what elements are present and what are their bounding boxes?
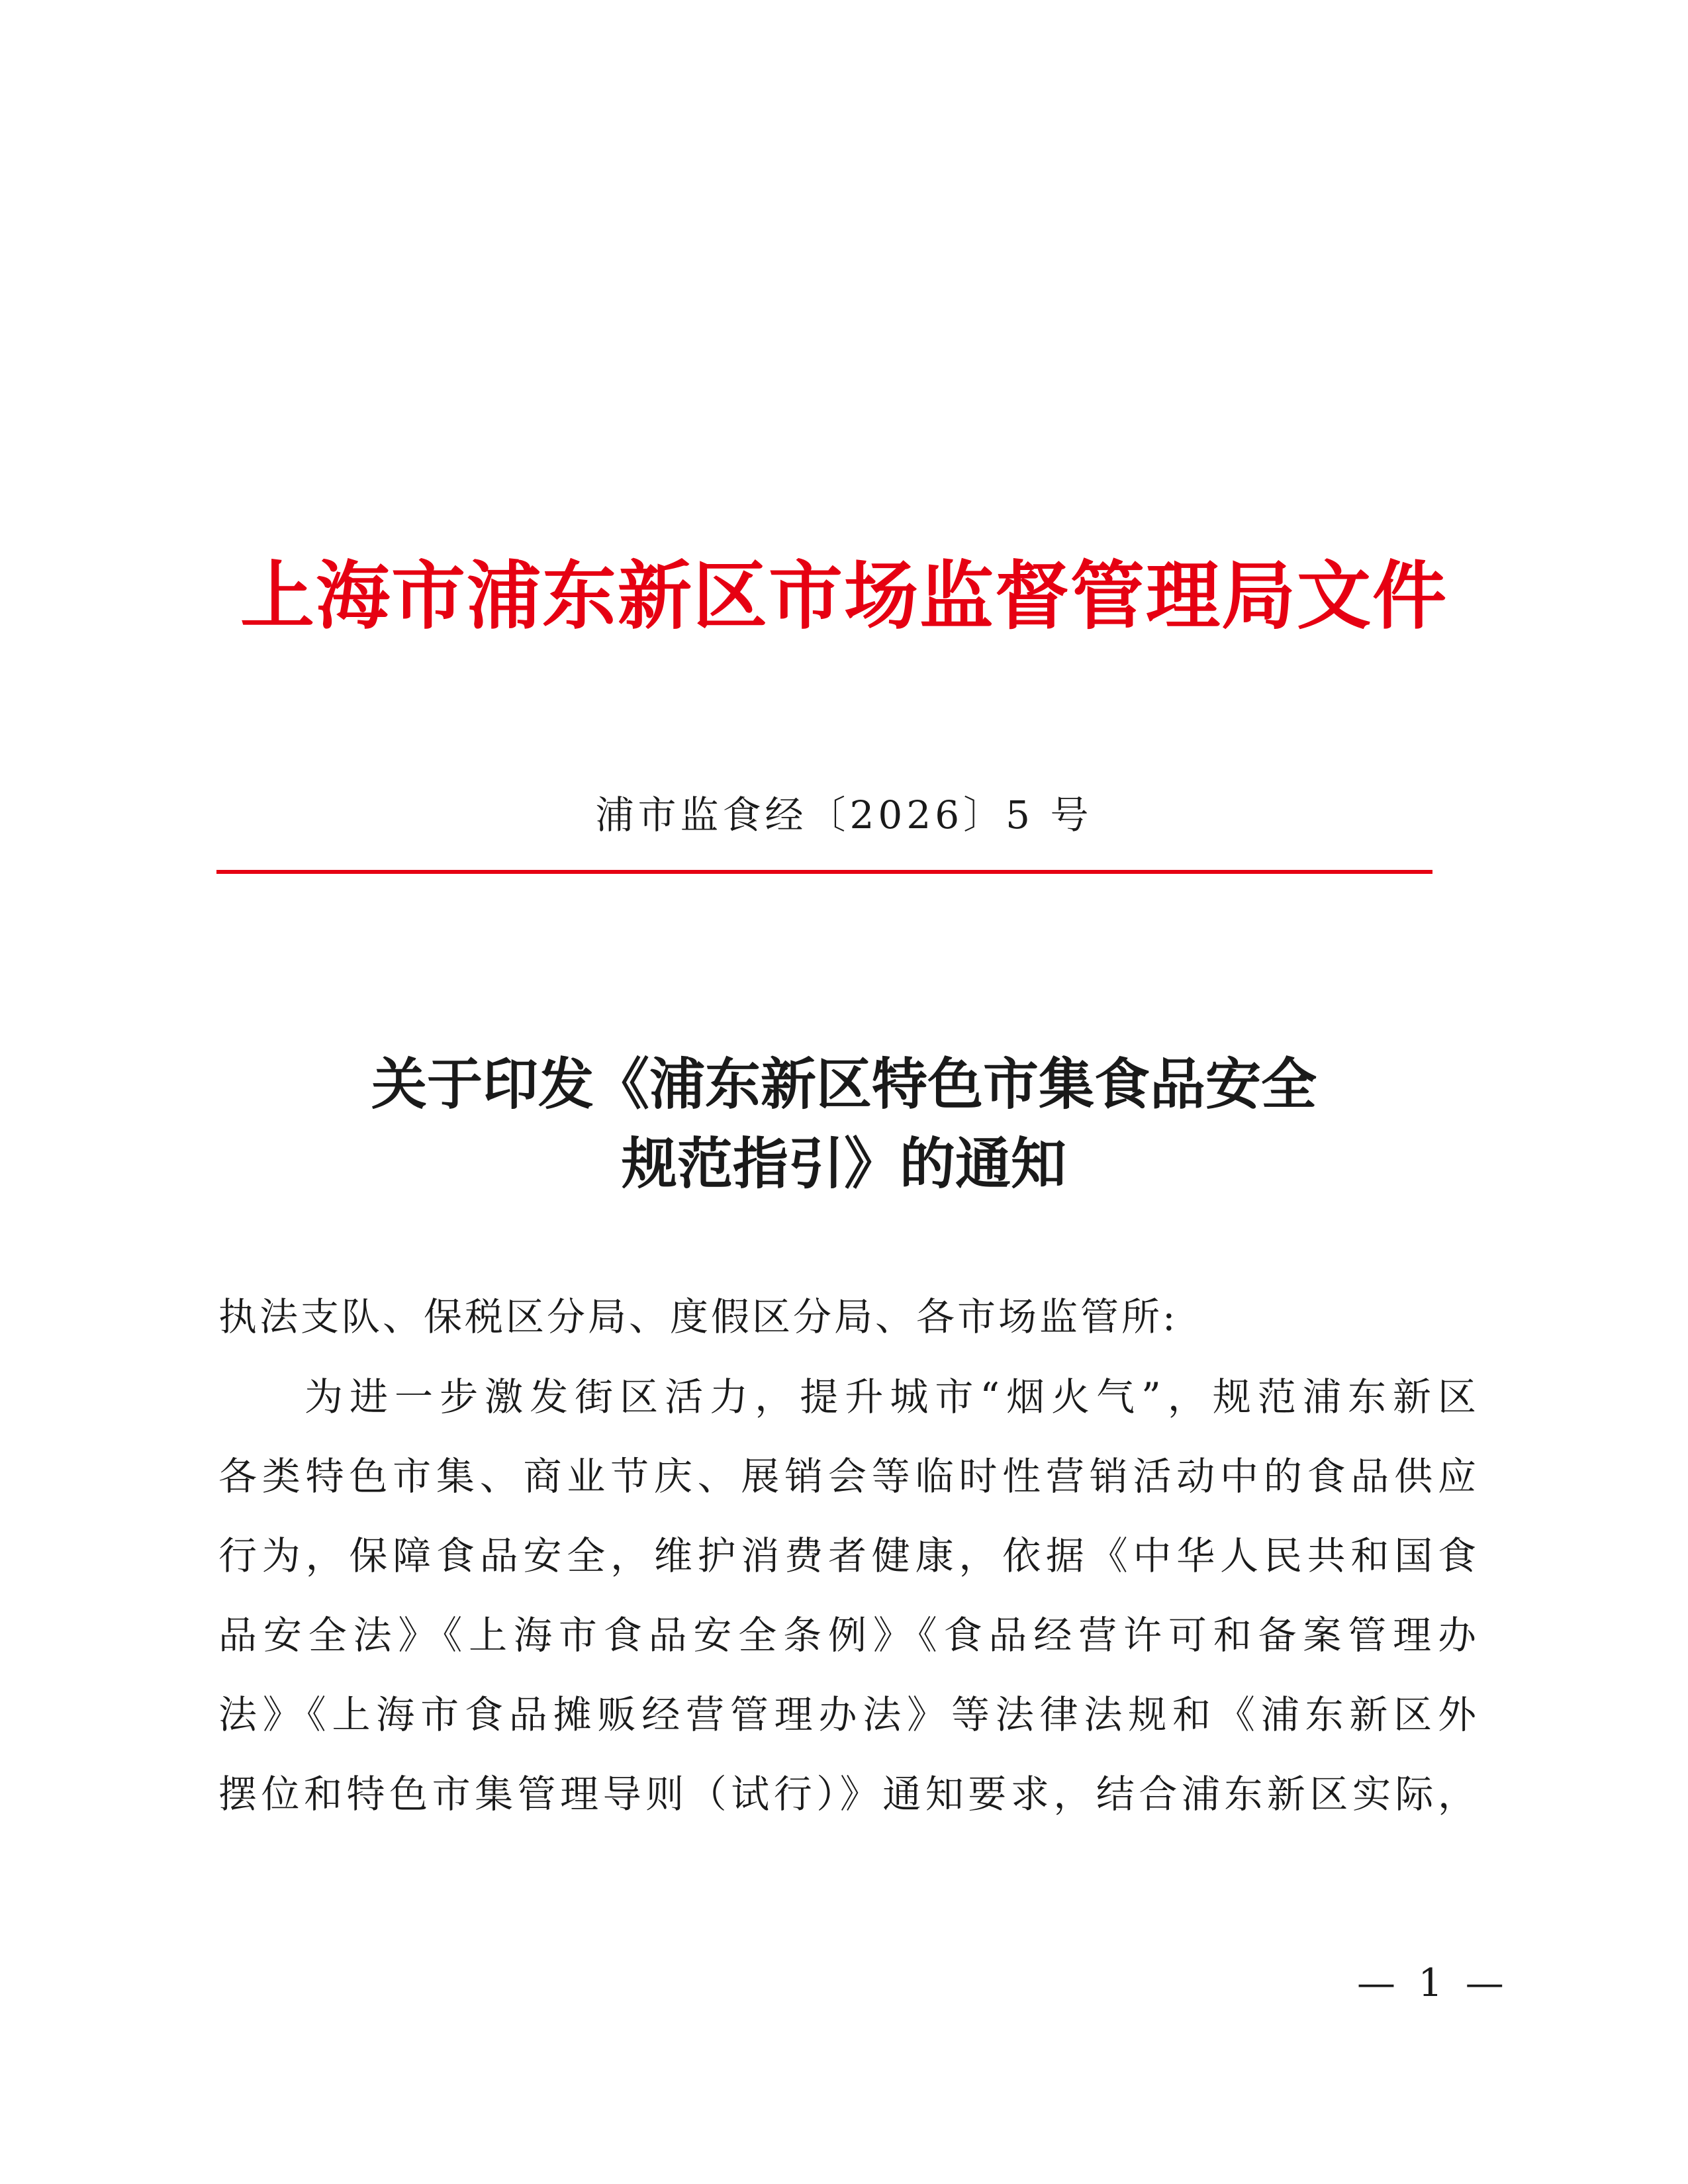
document-number: 浦市监食经〔2026〕5 号 (595, 792, 1093, 837)
body-line: 摆位和特色市集管理导则（试行）》通知要求，结合浦东新区实际， (218, 1772, 1476, 1817)
red-divider-line (216, 870, 1432, 874)
body-line: 品安全法》《上海市食品安全条例》《食品经营许可和备案管理办 (218, 1613, 1476, 1658)
document-title (0, 1045, 1688, 1204)
document-title-line-1: 关于印发《浦东新区特色市集食品安全 (371, 1051, 1317, 1117)
page-number: — 1 — (1357, 1960, 1509, 2005)
addressee-line: 执法支队、保税区分局、度假区分局、各市场监管所: (218, 1294, 1178, 1339)
issuing-authority-title: 上海市浦东新区市场监督管理局文件 (240, 553, 1448, 640)
body-paragraph (218, 1357, 1476, 1834)
document-title-line-2: 规范指引》的通知 (621, 1131, 1066, 1196)
body-line: 行为，保障食品安全，维护消费者健康，依据《中华人民共和国食 (218, 1533, 1476, 1578)
body-line: 各类特色市集、商业节庆、展销会等临时性营销活动中的食品供应 (218, 1454, 1476, 1499)
body-line: 为进一步激发街区活力，提升城市“烟火气”，规范浦东新区 (305, 1374, 1476, 1419)
body-line: 法》《上海市食品摊贩经营管理办法》等法律法规和《浦东新区外 (218, 1692, 1476, 1737)
